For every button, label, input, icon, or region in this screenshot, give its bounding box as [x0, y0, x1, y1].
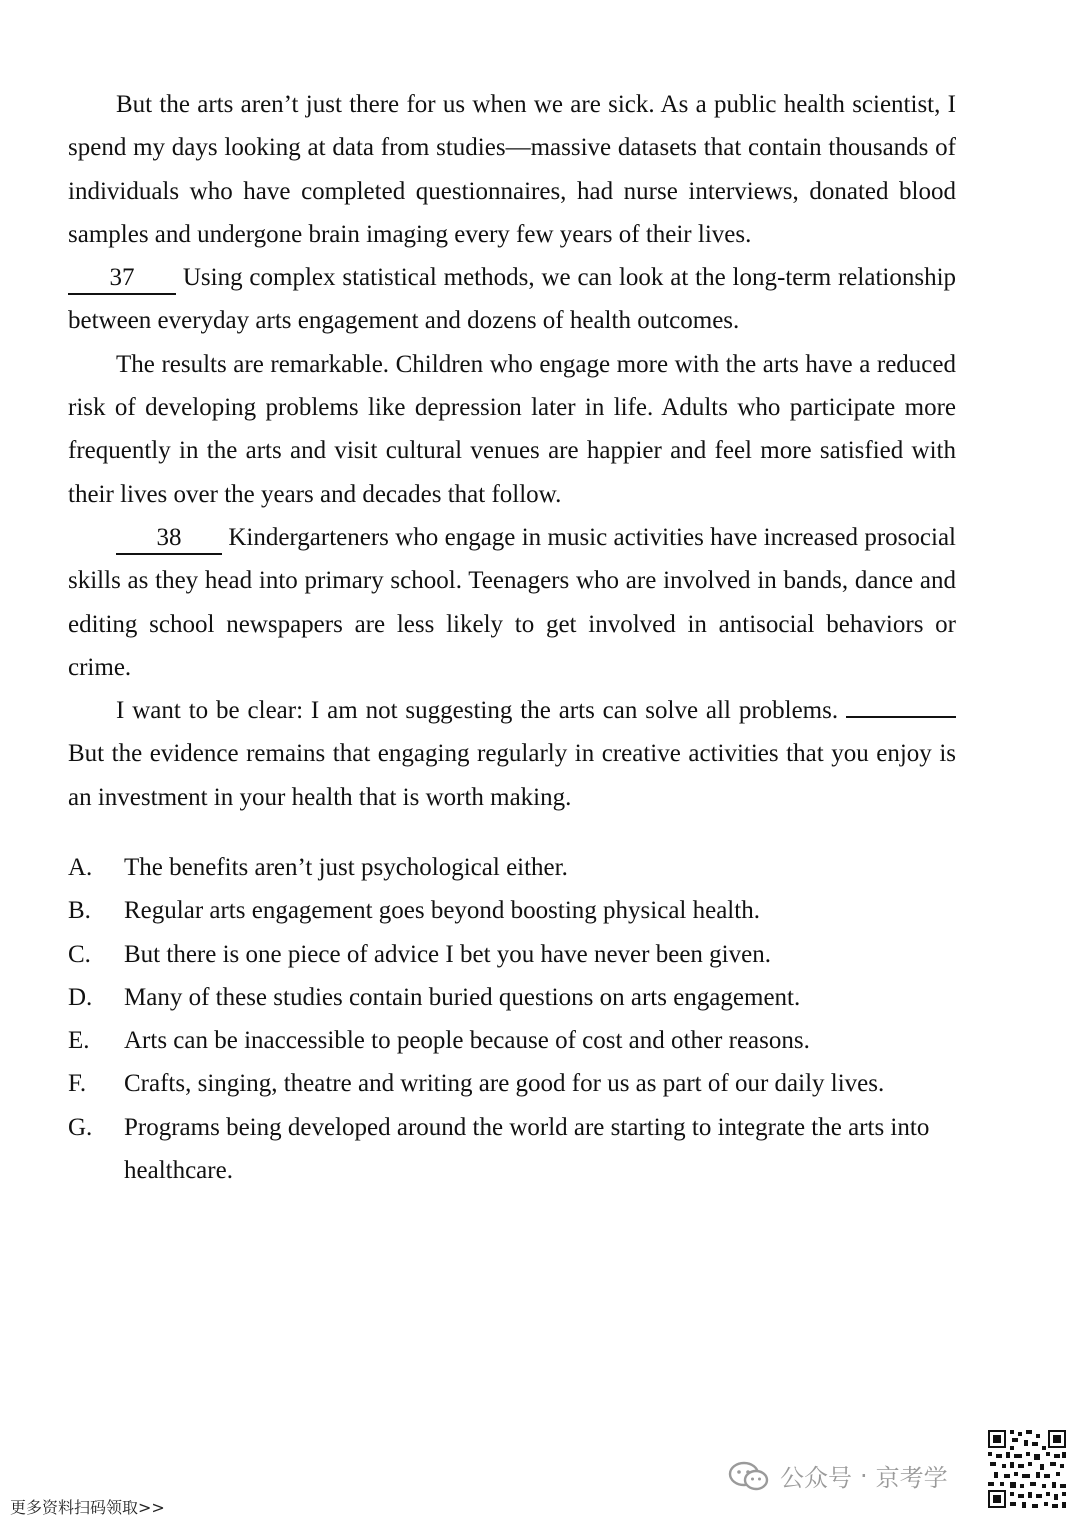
option-b [68, 889, 948, 932]
option-text: Regular arts engagement goes beyond boosting physical health. [124, 897, 760, 925]
option-c [68, 933, 948, 976]
paragraph-3 [68, 516, 956, 689]
option-letter: A. [68, 854, 93, 881]
watermark-name: 京考学 [875, 1464, 948, 1492]
option-letter: B. [68, 897, 91, 925]
option-text: Many of these studies contain buried questions on arts engagement. [124, 983, 801, 1011]
paragraph-3-text: Kindergarteners who engage in music activities have increased prosocial skills as they head into primary school. Teenagers who are involved in bands, dance and editing school newspapers are less likely to get involved in antisocial behaviors or crime. [68, 523, 956, 681]
paragraph-4-after-blank-text: But the evidence remains that engaging regularly in creative activities that you enjoy is an investment in your health that is worth making. [68, 740, 956, 811]
reading-passage [68, 83, 956, 819]
option-text: But there is one piece of advice I bet you have never been given. [124, 940, 771, 968]
option-g [68, 1106, 948, 1193]
paragraph-2-text: The results are remarkable. Children who engage more with the arts have a reduced risk of developing problems like depression later in life. Adults who participate more frequently in the arts and visit cultural venues are happier and feel more satisfied with their lives over the years and decades that follow. [68, 350, 956, 508]
qr-code-icon[interactable] [986, 1428, 1068, 1510]
option-f [68, 1062, 948, 1105]
option-d [68, 976, 948, 1019]
blank-37: 37 [68, 263, 176, 295]
paragraph-4-start-text: I want to be clear: I am not suggesting the arts can solve all problems. [116, 697, 839, 725]
blank-39 [846, 716, 956, 718]
more-resources-link[interactable]: 更多资料扫码领取>> [10, 1498, 165, 1517]
watermark-separator: · [860, 1461, 868, 1490]
option-text: Programs being developed around the world are starting to integrate the arts into healthcare. [124, 1113, 930, 1185]
option-text: The benefits aren’t just psychological either. [124, 854, 568, 881]
option-letter: C. [68, 940, 91, 968]
option-letter: F. [68, 1070, 87, 1098]
option-a [68, 846, 948, 889]
option-text: Arts can be inaccessible to people because of cost and other reasons. [124, 1027, 810, 1055]
option-e [68, 1019, 948, 1062]
wechat-icon [728, 1461, 770, 1491]
page-footer [0, 1420, 1080, 1523]
paragraph-1-after-blank-text: Using complex statistical methods, we can look at the long-term relationship between everyday arts engagement and dozens of health outcomes. [68, 264, 957, 335]
option-letter: E. [68, 1027, 90, 1055]
option-letter: G. [68, 1113, 93, 1141]
watermark-account-label: 公众号 [780, 1464, 852, 1492]
option-text: Crafts, singing, theatre and writing are good for us as part of our daily lives. [124, 1070, 885, 1098]
paragraph-4 [68, 689, 956, 819]
paragraph-2 [68, 343, 956, 516]
answer-options [68, 846, 948, 1192]
paragraph-1-continued [68, 256, 956, 343]
paragraph-1 [68, 83, 956, 256]
wechat-watermark [728, 1458, 948, 1493]
paragraph-1-text: But the arts aren’t just there for us when we are sick. As a public health scientist, I spend my days looking at data from studies—massive datasets that contain thousands of individuals who have completed questionnaires, had nurse interviews, donated blood samples and undergone brain imaging every few years of their lives. [68, 91, 956, 248]
option-letter: D. [68, 983, 93, 1011]
blank-38: 38 [116, 523, 222, 555]
